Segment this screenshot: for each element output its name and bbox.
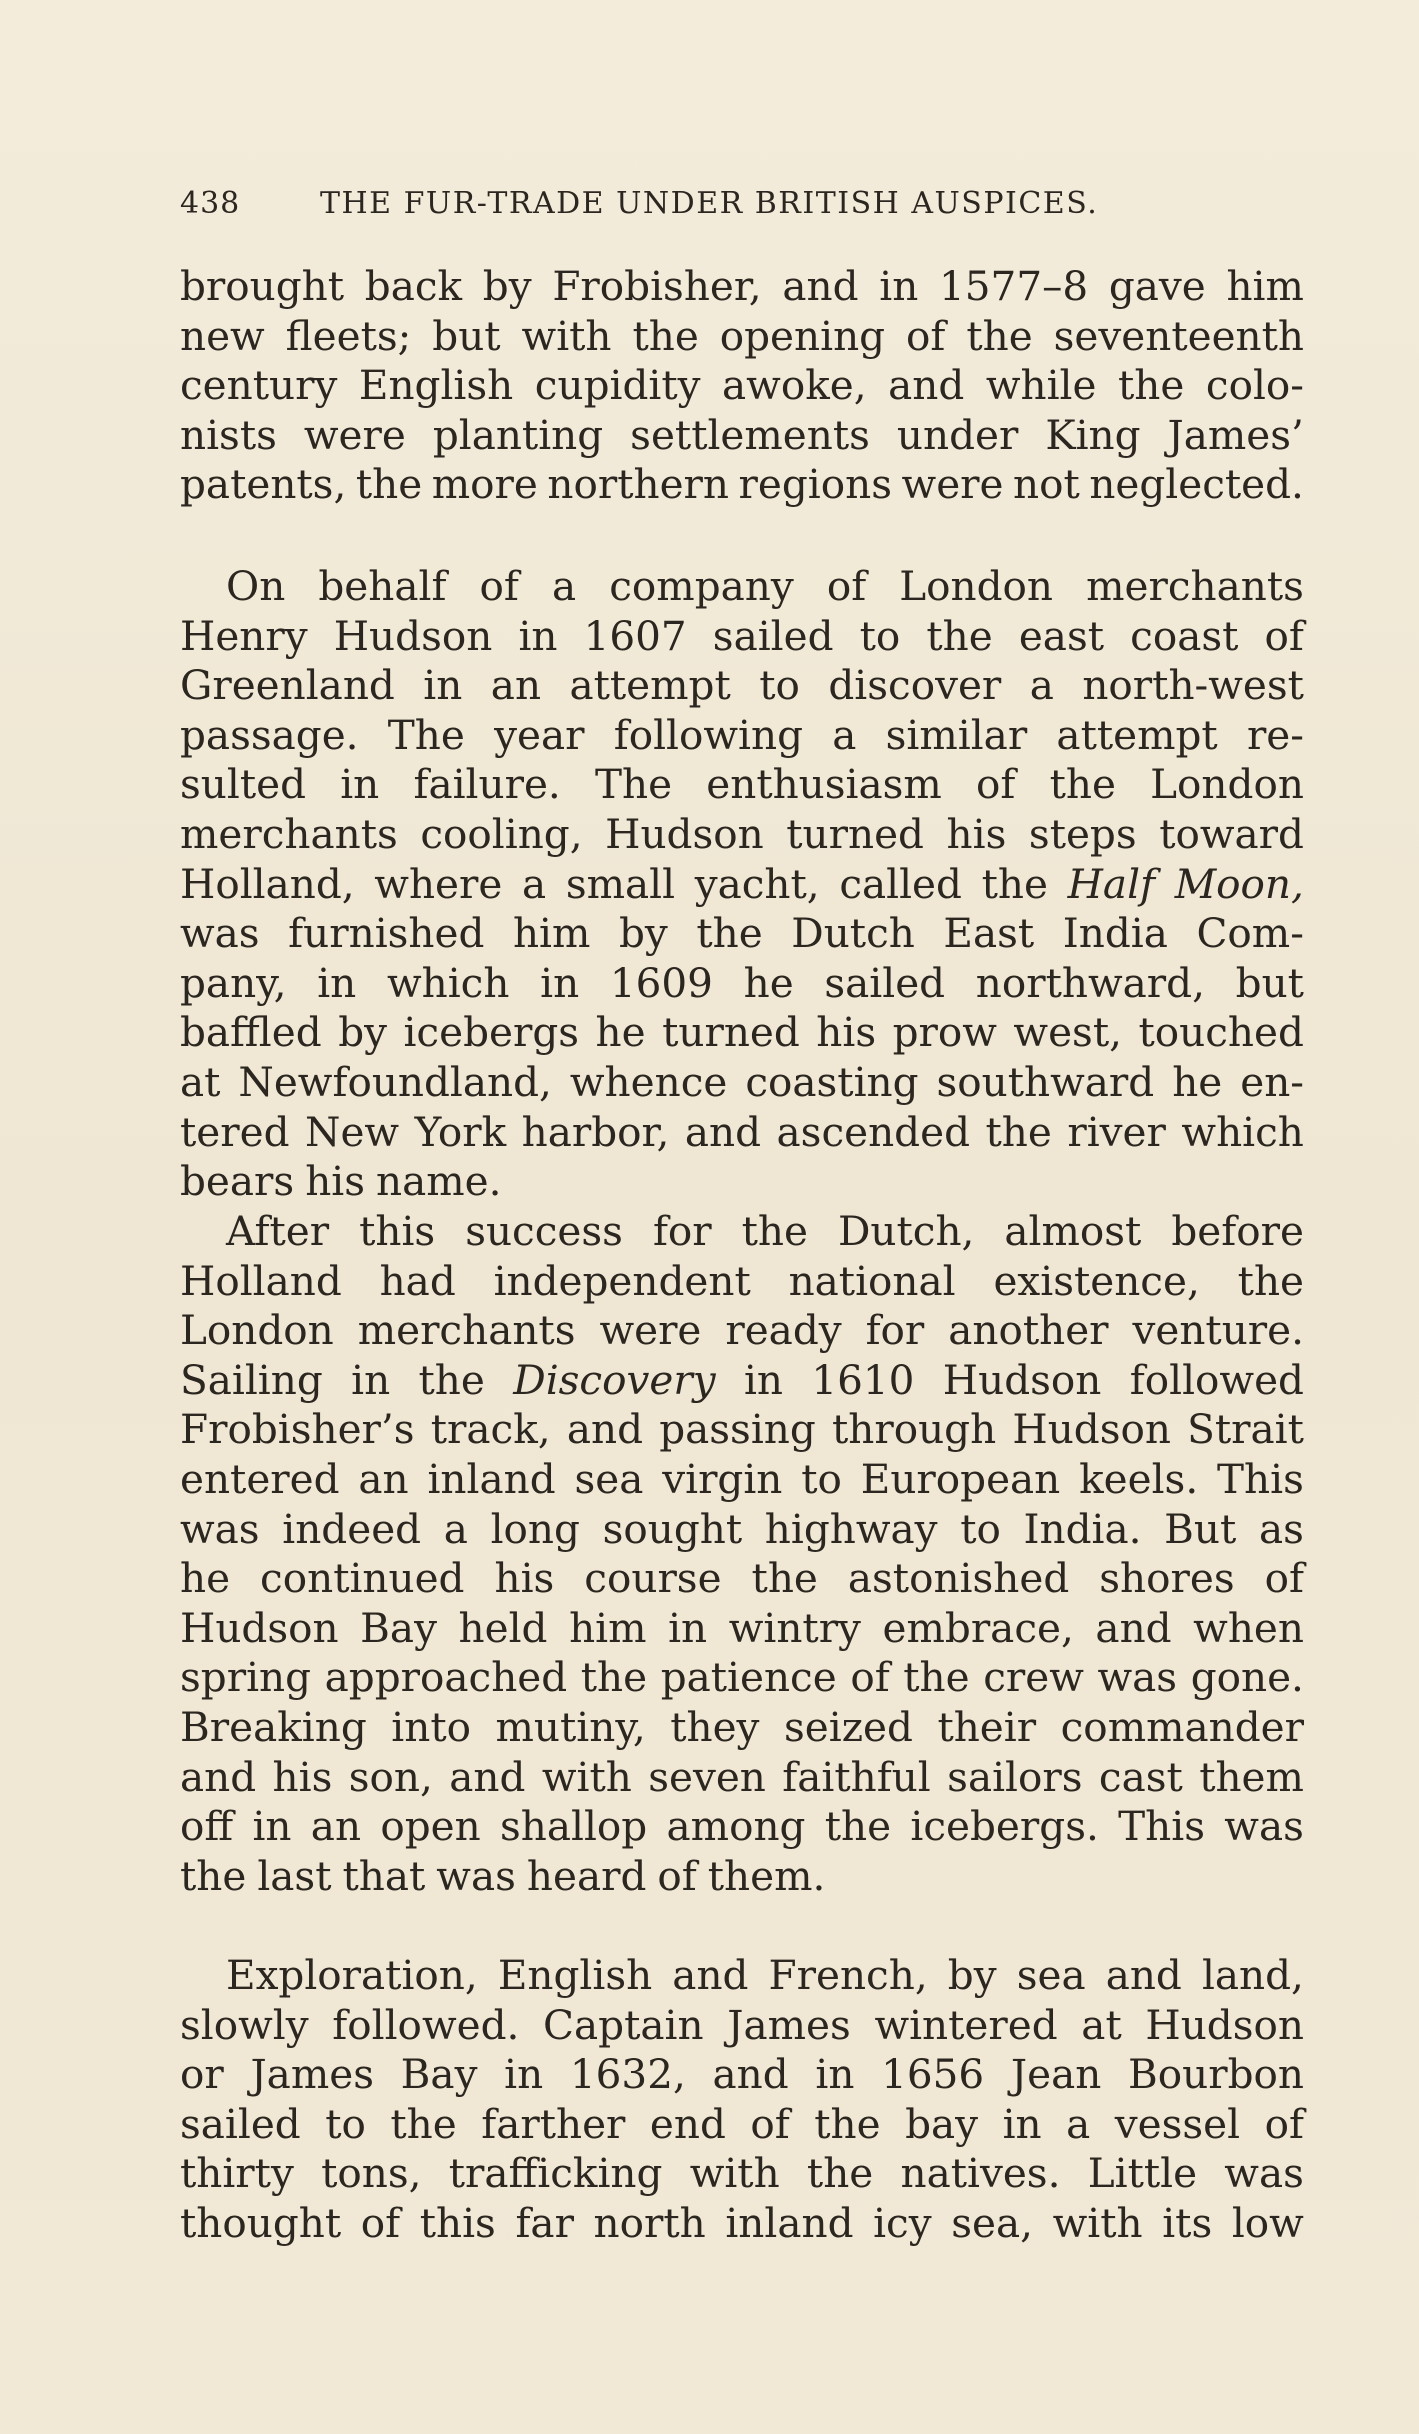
text-line: After this success for the Dutch, almost before [226, 1207, 1304, 1255]
text-line: was furnished him by the Dutch East India Com- [180, 909, 1304, 958]
text-line: spring approached the patience of the crew was gone. [180, 1653, 1304, 1702]
text-line: merchants cooling, Hudson turned his steps toward [180, 809, 1304, 858]
text-line: patents, the more northern regions were not neglected. [180, 460, 1304, 509]
text-line: passage. The year following a similar attempt re- [180, 710, 1304, 759]
text-line: new fleets; but with the opening of the seventeenth [180, 311, 1304, 360]
text-line: nists were planting settlements under King James’ [180, 410, 1304, 459]
text-line: baffled by icebergs he turned his prow west, touched [180, 1008, 1304, 1057]
text-line: Exploration, English and French, by sea and land, [226, 1951, 1304, 1999]
ship-name: Half [1067, 859, 1156, 908]
paragraph-4 [180, 1951, 1304, 2249]
text-line: sailed to the farther end of the bay in a vessel of [180, 2099, 1304, 2148]
text-line: pany, in which in 1609 he sailed northward, but [180, 958, 1304, 1007]
text-line: entered an inland sea virgin to European keels. This [180, 1454, 1304, 1503]
text-line: Holland, where a small yacht, called the Half Moon, [180, 859, 1304, 908]
ship-name: Moon, [1174, 859, 1304, 908]
text-line: bears his name. [180, 1157, 502, 1206]
paragraph-2 [180, 562, 1304, 1207]
text-line: or James Bay in 1632, and in 1656 Jean Bourbon [180, 2050, 1304, 2099]
text-line: London merchants were ready for another venture. [180, 1306, 1304, 1355]
text-line: Breaking into mutiny, they seized their commander [180, 1702, 1304, 1751]
text-line: thirty tons, trafficking with the natives. Little was [180, 2149, 1304, 2198]
running-title: THE FUR-TRADE UNDER BRITISH AUSPICES. [320, 186, 1099, 221]
text-line: tered New York harbor, and ascended the river which [180, 1107, 1304, 1156]
paragraph-1 [180, 262, 1304, 510]
text-line: he continued his course the astonished shores of [180, 1554, 1304, 1603]
ship-name: Discovery [513, 1355, 716, 1404]
text-line: was indeed a long sought highway to India. But as [180, 1504, 1304, 1553]
text-line: slowly followed. Captain James wintered at Hudson [180, 2000, 1304, 2049]
paragraph-3 [180, 1207, 1304, 1901]
text-line: Hudson Bay held him in wintry embrace, and when [180, 1603, 1304, 1652]
text-line: at Newfoundland, whence coasting southward he en- [180, 1057, 1304, 1106]
text-line: the last that was heard of them. [180, 1851, 826, 1900]
text-line: Frobisher’s track, and passing through Hudson Strait [180, 1405, 1304, 1454]
text-line: brought back by Frobisher, and in 1577–8 gave him [180, 262, 1304, 310]
text-line: thought of this far north inland icy sea, with its low [180, 2198, 1304, 2247]
page-header [180, 176, 1308, 226]
text-line: Holland had independent national existence, the [180, 1256, 1304, 1305]
text-line: century English cupidity awoke, and while the colo- [180, 361, 1304, 410]
page-number: 438 [180, 186, 241, 221]
text-line: sulted in failure. The enthusiasm of the London [180, 760, 1304, 809]
text-line: Sailing in the Discovery in 1610 Hudson followed [180, 1355, 1304, 1404]
text-line: and his son, and with seven faithful sailors cast them [180, 1752, 1304, 1801]
text-line: On behalf of a company of London merchants [226, 562, 1304, 610]
text-line: Greenland in an attempt to discover a north-west [180, 661, 1304, 710]
text-line: off in an open shallop among the icebergs. This was [180, 1802, 1304, 1851]
text-line: Henry Hudson in 1607 sailed to the east coast of [180, 611, 1304, 660]
